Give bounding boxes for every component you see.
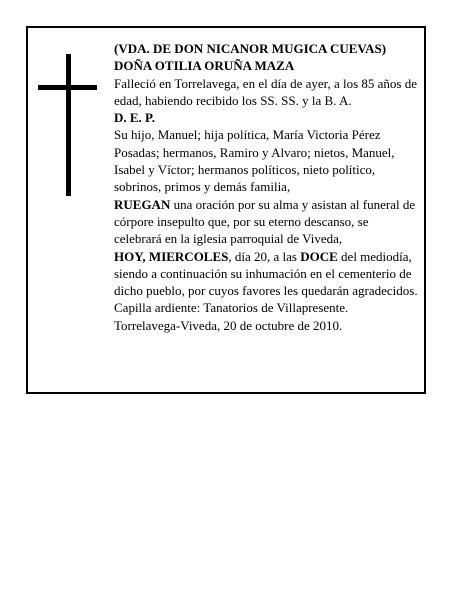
cross-horizontal-bar [38, 85, 97, 90]
deceased-name: DOÑA OTILIA ORUÑA MAZA [114, 58, 295, 74]
cross-vertical-bar [66, 54, 71, 196]
rip-line: D. E. P. [114, 110, 156, 126]
funeral-details: HOY, MIERCOLES, día 20, a las DOCE del mediodía, siendo a continuación su inhumación en el cementerio de dicho pueblo, por cuyos favores les quedarán agradecidos. Capilla ardiente: Tanatorios de Villapresente. [114, 248, 418, 316]
death-announcement: Falleció en Torrelavega, en el día de ayer, a los 85 años de edad, habiendo recibido los SS. SS. y la B. A. [114, 75, 417, 108]
obituary-text [114, 40, 418, 334]
request-paragraph: RUEGAN una oración por su alma y asistan al funeral de córpore insepulto que, por su eterno descanso, se celebrará en la iglesia parroquial de Viveda, [114, 196, 416, 247]
family-list: Su hijo, Manuel; hija política, María Victoria Pérez Posadas; hermanos, Ramiro y Alvaro; nietos, Manuel, Isabel y Víctor; hermanos políticos, nieto político, sobrinos, primos y demás familia, [114, 127, 395, 195]
place-date: Torrelavega-Viveda, 20 de octubre de 2010. [114, 317, 343, 333]
widow-heading: (VDA. DE DON NICANOR MUGICA CUEVAS) [114, 41, 387, 56]
